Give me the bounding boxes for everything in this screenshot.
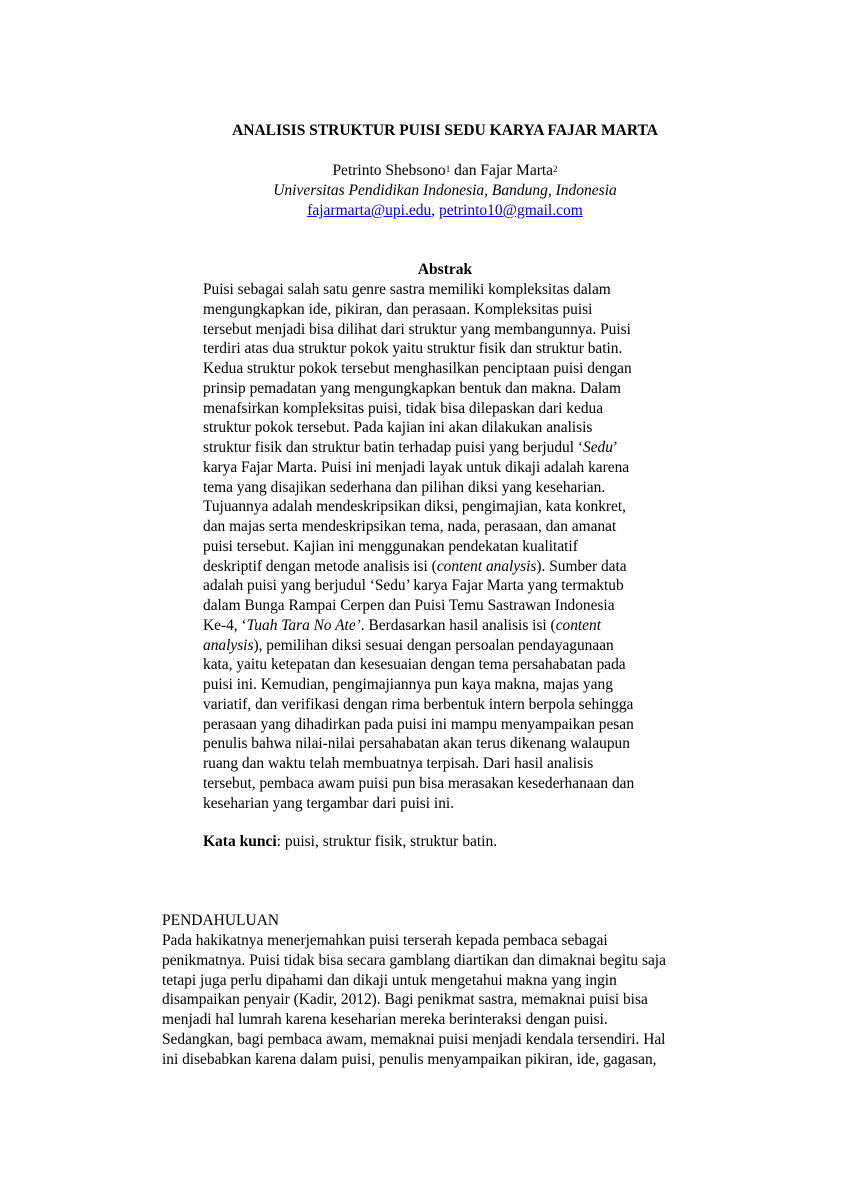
abstract-body: [203, 280, 693, 813]
abstract-line: perasaan yang dihadirkan pada puisi ini mampu menyampaikan pesan: [203, 715, 634, 733]
abstract-line: Tujuannya adalah mendeskripsikan diksi, pengimajian, kata konkret,: [203, 498, 627, 516]
author-name: Petrinto Shebsono: [332, 162, 446, 179]
abstract-line: Kedua struktur pokok tersebut menghasilkan penciptaan puisi dengan: [203, 360, 632, 377]
abstract-text: ). Sumber data: [536, 557, 627, 575]
abstract-line: variatif, dan verifikasi dengan rima berbentuk intern berpola sehingga: [203, 695, 634, 713]
abstract-line: struktur pokok tersebut. Pada kajian ini akan dilakukan analisis: [203, 419, 593, 437]
abstract-line: [203, 616, 693, 636]
abstract-heading: Abstrak: [417, 261, 473, 278]
author-affiliation-mark: 1: [445, 164, 451, 174]
abstract-italic: content: [555, 616, 601, 634]
abstract-line: [203, 557, 693, 577]
keywords-text: : puisi, struktur fisik, struktur batin.: [276, 833, 498, 850]
abstract-line: puisi tersebut. Kajian ini menggunakan pendekatan kualitatif: [203, 537, 578, 555]
abstract-line: Puisi sebagai salah satu genre sastra memiliki kompleksitas dalam: [203, 281, 611, 298]
abstract-line: puisi ini. Kemudian, pengimajiannya pun kaya makna, majas yang: [203, 676, 613, 693]
abstract-line: karya Fajar Marta. Puisi ini menjadi layak untuk dikaji adalah karena: [203, 458, 630, 476]
abstract-line: tersebut, pembaca awam puisi pun bisa merasakan kesederhanaan dan: [203, 774, 635, 792]
abstract-line: terdiri atas dua struktur pokok yaitu struktur fisik dan struktur batin.: [203, 340, 623, 358]
email-link[interactable]: petrinto10@gmail.com: [438, 202, 583, 219]
abstract-line: tema yang disajikan sederhana dan pilihan diksi yang keseharian.: [203, 478, 606, 496]
abstract-italic: Tuah Tara No Ate’: [246, 616, 361, 634]
abstract-line: [203, 636, 693, 656]
abstract-line: prinsip pemadatan yang mengungkapkan bentuk dan makna. Dalam: [203, 379, 621, 397]
abstract-text: ’: [612, 439, 619, 456]
affiliation: Universitas Pendidikan Indonesia, Bandung, Indonesia: [273, 182, 617, 199]
abstract-text: ), pemilihan diksi sesuai dengan persoalan pendayagunaan: [253, 636, 614, 654]
abstract-line: kata, yaitu ketepatan dan kesesuaian dengan tema persahabatan pada: [203, 656, 626, 674]
abstract-italic: content analysis: [436, 557, 537, 575]
abstract-text: . Berdasarkan hasil analisis isi (: [360, 616, 556, 634]
abstract-italic: Sedu: [583, 439, 613, 456]
author-name: Fajar Marta: [480, 162, 554, 179]
body-line: Pada hakikatnya menerjemahkan puisi terserah kepada pembaca sebagai: [162, 932, 608, 949]
abstract-line: menafsirkan kompleksitas puisi, tidak bisa dilepaskan dari kedua: [203, 399, 604, 417]
email-line: [0, 201, 850, 221]
email-link[interactable]: fajarmarta@upi.edu: [307, 202, 432, 219]
abstract-line: adalah puisi yang berjudul ‘Sedu’ karya Fajar Marta yang termaktub: [203, 577, 624, 595]
author-affiliation-mark: 2: [553, 164, 558, 174]
keywords: [203, 832, 693, 852]
abstract-line: penulis bahwa nilai-nilai persahabatan akan terus dikenang walaupun: [203, 735, 630, 753]
abstract-line: dan majas serta mendeskripsikan tema, nada, perasaan, dan amanat: [203, 518, 617, 535]
abstract-line: mengungkapkan ide, pikiran, dan perasaan. Kompleksitas puisi: [203, 300, 593, 318]
author-line: [0, 161, 850, 181]
abstract-text: struktur fisik dan struktur batin terhadap puisi yang berjudul ‘: [203, 439, 583, 456]
abstract-line: keseharian yang tergambar dari puisi ini.: [203, 794, 455, 812]
abstract-text: deskriptif dengan metode analisis isi (: [203, 557, 437, 575]
section-heading: PENDAHULUAN: [162, 912, 280, 929]
author-connector: dan: [450, 162, 481, 179]
abstract-italic: analysis: [203, 636, 254, 654]
body-line: Sedangkan, bagi pembaca awam, memaknai puisi menjadi kendala tersendiri. Hal: [162, 1030, 666, 1048]
abstract-line: tersebut menjadi bisa dilihat dari struktur yang membangunnya. Puisi: [203, 320, 631, 338]
abstract-line: [203, 438, 693, 458]
introduction-body: [162, 931, 732, 1070]
abstract-line: dalam Bunga Rampai Cerpen dan Puisi Temu Sastrawan Indonesia: [203, 597, 615, 614]
body-line: tetapi juga perlu dipahami dan dikaji untuk mengetahui makna yang ingin: [162, 971, 617, 989]
body-line: disampaikan penyair (Kadir, 2012). Bagi penikmat sastra, memaknai puisi bisa: [162, 991, 648, 1009]
body-line: ini disebabkan karena dalam puisi, penulis menyampaikan pikiran, ide, gagasan,: [162, 1050, 657, 1068]
abstract-line: ruang dan waktu telah membuatnya terpisah. Dari hasil analisis: [203, 755, 594, 772]
abstract-text: Ke-4, ‘: [203, 616, 247, 634]
paper-title: ANALISIS STRUKTUR PUISI SEDU KARYA FAJAR MARTA: [232, 122, 658, 139]
email-separator: ,: [431, 202, 439, 219]
keywords-label: Kata kunci: [203, 833, 277, 850]
body-line: penikmatnya. Puisi tidak bisa secara gamblang diartikan dan dimaknai begitu saja: [162, 951, 666, 969]
body-line: menjadi hal lumrah karena keseharian mereka berinteraksi dengan puisi.: [162, 1011, 608, 1029]
